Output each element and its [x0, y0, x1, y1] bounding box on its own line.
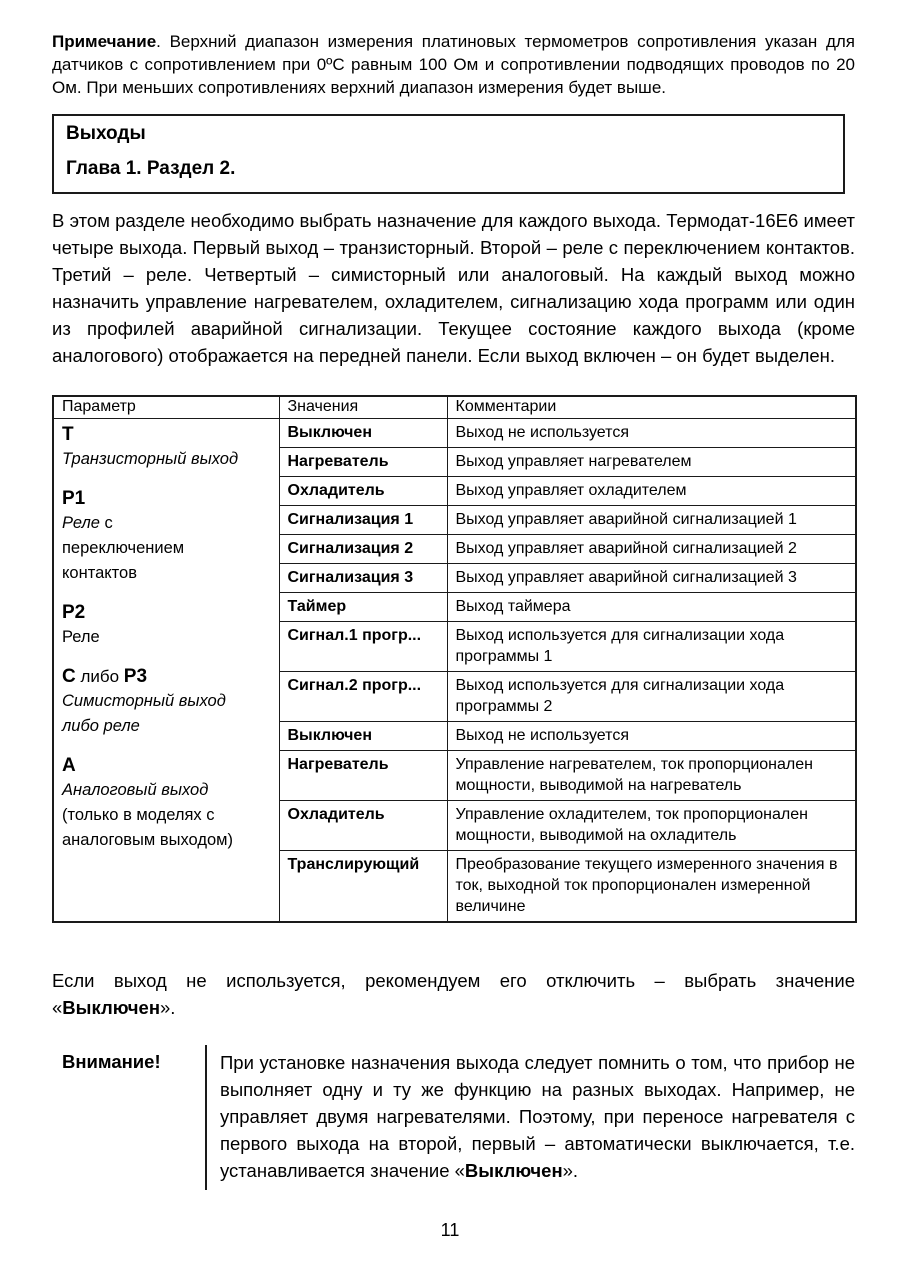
value-cell: Транслирующий — [279, 851, 447, 923]
value-cell: Нагреватель — [279, 448, 447, 477]
attention-bold-value: Выключен — [464, 1160, 563, 1181]
comment-cell: Преобразование текущего измеренного значения в ток, выходной ток пропорционален измеренной величине — [447, 851, 856, 923]
comment-cell: Выход управляет аварийной сигнализацией 3 — [447, 564, 856, 593]
comment-cell: Выход управляет нагревателем — [447, 448, 856, 477]
value-cell: Выключен — [279, 722, 447, 751]
param-block-a — [62, 753, 271, 853]
value-cell: Сигнализация 2 — [279, 535, 447, 564]
param-desc: Транзисторный выход — [62, 450, 239, 468]
value-cell: Нагреватель — [279, 751, 447, 801]
comment-cell: Выход управляет охладителем — [447, 477, 856, 506]
intro-paragraph: В этом разделе необходимо выбрать назначение для каждого выхода. Термодат-16Е6 имеет четыре выхода. Первый выход – транзисторный. Второй – реле с переключением контактов. Третий – реле. Четвертый – симисторный или аналоговый. На каждый выход можно назначить управление нагревателем, охладителем, сигнализацию хода программ или один из профилей аварийной сигнализации. Текущее состояние каждого выхода (кроме аналогового) отображается на передней панели. Если выход включен – он будет выделен. — [52, 210, 855, 366]
value-cell: Сигнал.2 прогр... — [279, 672, 447, 722]
col-header-value: Значения — [279, 396, 447, 419]
attention-text: При установке назначения выхода следует помнить о том, что прибор не выполняет одну и ту же функцию на разных выходах. Например, не управляет двумя нагревателями. Поэтому, при переносе нагревателя с первого выхода на второй, первый – автоматически выключается, т.е. устанавливается значение «Выключен». — [205, 1045, 855, 1190]
param-block-c-p3 — [62, 664, 271, 739]
param-desc: (только в моделях с аналоговым выходом) — [62, 806, 233, 849]
comment-cell: Выход не используется — [447, 419, 856, 448]
comment-cell: Выход используется для сигнализации хода программы 1 — [447, 622, 856, 672]
recommendation-paragraph: Если выход не используется, рекомендуем его отключить – выбрать значение «Выключен». — [52, 970, 855, 1018]
outputs-table — [52, 395, 857, 923]
value-cell: Охладитель — [279, 801, 447, 851]
note-text: . Верхний диапазон измерения платиновых термометров сопротивления указан для датчиков с сопротивлением при 0ºС равным 100 Ом и сопротивлении подводящих проводов по 20 Ом. При меньших сопротивлениях верхний диапазон измерения будет выше. — [52, 32, 855, 97]
param-code: Т — [62, 424, 74, 445]
value-cell: Выключен — [279, 419, 447, 448]
value-cell: Охладитель — [279, 477, 447, 506]
page-number: 11 — [440, 1220, 460, 1240]
value-cell: Сигнализация 3 — [279, 564, 447, 593]
param-block-t — [62, 422, 271, 472]
recommendation-bold-value: Выключен — [62, 997, 160, 1018]
note-paragraph — [52, 30, 855, 99]
param-desc: Симисторный выход либо реле — [62, 692, 226, 735]
value-cell: Сигнал.1 прогр... — [279, 622, 447, 672]
comment-cell: Управление нагревателем, ток пропорционален мощности, выводимой на нагреватель — [447, 751, 856, 801]
table-row — [53, 419, 856, 448]
section-title: Выходы — [66, 123, 146, 144]
comment-cell: Выход не используется — [447, 722, 856, 751]
section-header-box — [52, 114, 845, 194]
param-code: Р2 — [62, 602, 86, 623]
param-block-p2 — [62, 600, 271, 650]
attention-label: Внимание! — [62, 1051, 161, 1072]
comment-cell: Выход таймера — [447, 593, 856, 622]
param-code: А — [62, 755, 76, 776]
comment-cell: Выход используется для сигнализации хода программы 2 — [447, 672, 856, 722]
param-column-cell — [53, 419, 279, 923]
col-header-comment: Комментарии — [447, 396, 856, 419]
param-desc: Реле — [62, 628, 100, 646]
attention-block — [52, 1045, 855, 1190]
param-code: Р1 — [62, 488, 86, 509]
param-desc: Реле с переключением контактов — [62, 514, 185, 582]
comment-cell: Управление охладителем, ток пропорционален мощности, выводимой на охладитель — [447, 801, 856, 851]
comment-cell: Выход управляет аварийной сигнализацией 1 — [447, 506, 856, 535]
comment-cell: Выход управляет аварийной сигнализацией 2 — [447, 535, 856, 564]
param-block-p1 — [62, 486, 271, 586]
col-header-param: Параметр — [53, 396, 279, 419]
value-cell: Сигнализация 1 — [279, 506, 447, 535]
table-header-row — [53, 396, 856, 419]
section-subtitle: Глава 1. Раздел 2. — [66, 158, 236, 179]
note-label: Примечание — [52, 32, 157, 51]
param-desc: Аналоговый выход — [62, 781, 209, 799]
param-code: С либо Р3 — [62, 666, 148, 687]
value-cell: Таймер — [279, 593, 447, 622]
